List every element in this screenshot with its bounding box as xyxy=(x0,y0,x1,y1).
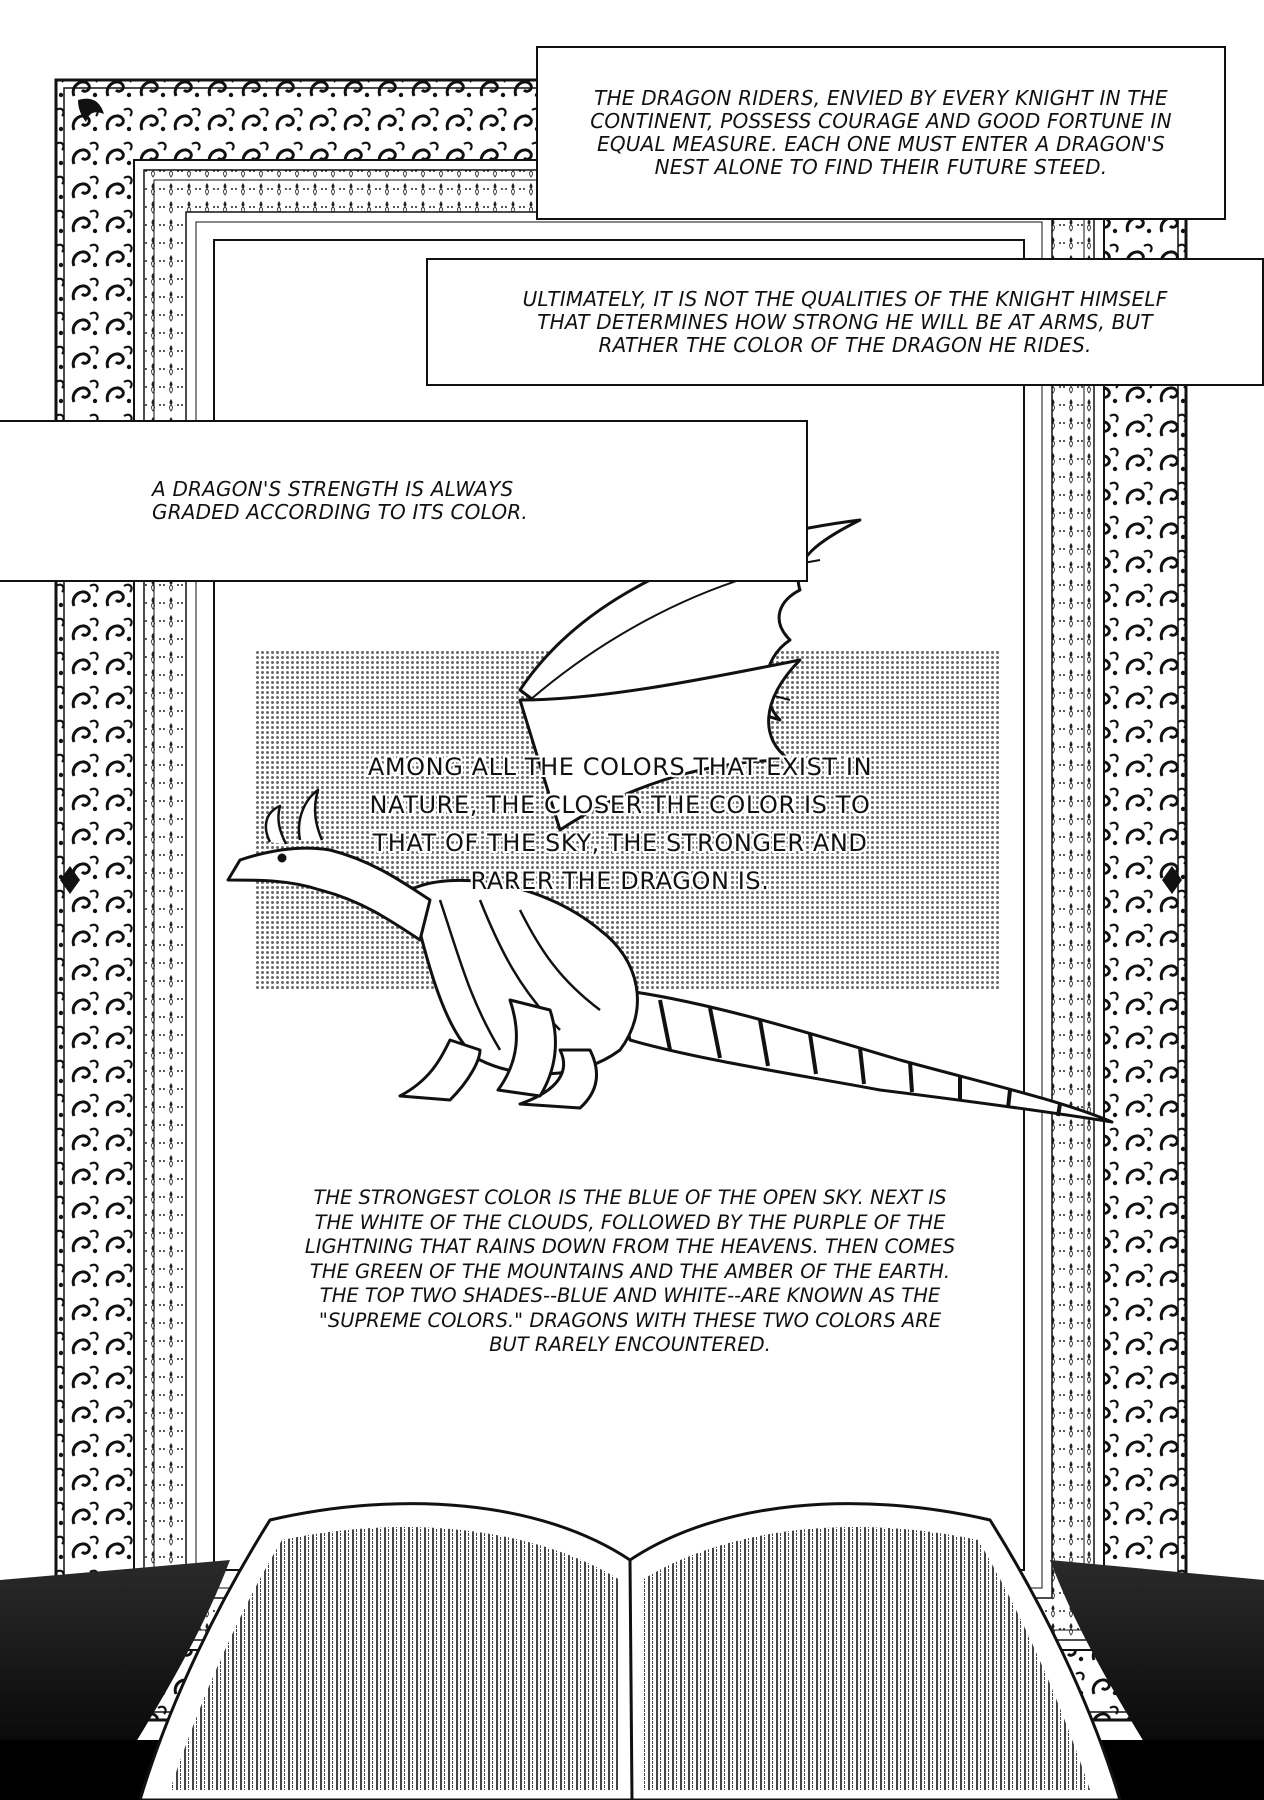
caption-dragon-riders-text: THE DRAGON RIDERS, ENVIED BY EVERY KNIGHT IN THE CONTINENT, POSSESS COURAGE AND GOOD FORTUNE IN EQUAL MEASURE. EACH ONE MUST ENTER A DRAGON'S NEST ALONE TO FIND THEIR FUTURE STEED. xyxy=(590,86,1172,179)
caption-strength-text: A DRAGON'S STRENGTH IS ALWAYS GRADED ACCORDING TO ITS COLOR. xyxy=(152,477,528,524)
screentone-caption: AMONG ALL THE COLORS THAT EXIST IN NATURE, THE CLOSER THE COLOR IS TO THAT OF THE SKY, THE STRONGER AND RARER THE DRAGON IS. xyxy=(367,753,873,895)
caption-strength xyxy=(0,420,808,582)
body-paragraph: THE STRONGEST COLOR IS THE BLUE OF THE OPEN SKY. NEXT IS THE WHITE OF THE CLOUDS, FOLLOWED BY THE PURPLE OF THE LIGHTNING THAT RAINS DOWN FROM THE HEAVENS. THEN COMES THE GREEN OF THE MOUNTAINS AND THE AMBER OF THE EARTH. THE TOP TWO SHADES--BLUE AND WHITE--ARE KNOWN AS THE "SUPREME COLORS." DRAGONS WITH THESE TWO COLORS ARE BUT RARELY ENCOUNTERED. xyxy=(304,1186,956,1356)
caption-ultimately xyxy=(426,258,1264,386)
caption-ultimately-text: ULTIMATELY, IT IS NOT THE QUALITIES OF THE KNIGHT HIMSELF THAT DETERMINES HOW STRONG HE WILL BE AT ARMS, BUT RATHER THE COLOR OF THE DRAGON HE RIDES. xyxy=(522,286,1168,357)
caption-dragon-riders xyxy=(536,46,1226,220)
